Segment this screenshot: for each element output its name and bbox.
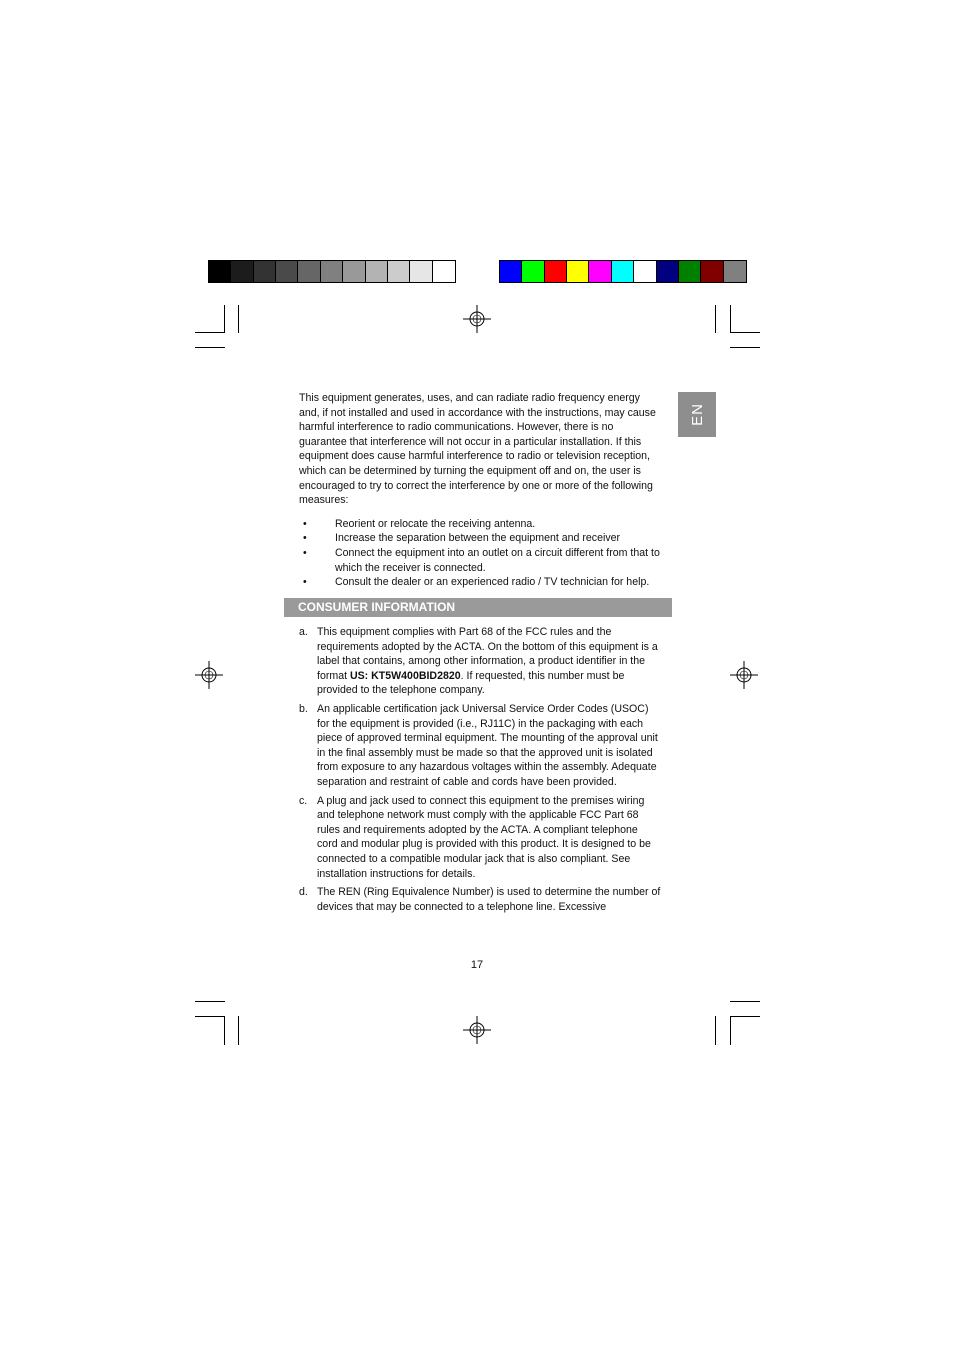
color-swatch [545, 261, 567, 282]
color-swatch [657, 261, 679, 282]
page-number: 17 [470, 959, 484, 971]
measures-list [299, 517, 661, 590]
color-swatch [231, 261, 253, 282]
item-text: The REN (Ring Equivalence Number) is used to determine the number of devices that may be connected to a telephone line. Excessive [317, 886, 661, 913]
color-swatch [567, 261, 589, 282]
crop-mark [730, 305, 731, 333]
item-letter: c. [299, 794, 308, 807]
crop-mark [238, 305, 239, 333]
color-swatch [612, 261, 634, 282]
color-swatch [724, 261, 746, 282]
product-identifier: US: KT5W400BID2820 [349, 669, 461, 682]
color-swatch [634, 261, 656, 282]
list-item: • Connect the equipment into an outlet on a circuit different from that to which the receiver is connected. [299, 546, 661, 575]
list-item [299, 702, 661, 790]
crop-mark [238, 1016, 239, 1045]
item-letter: b. [299, 702, 308, 715]
color-swatch [679, 261, 701, 282]
color-swatch [276, 261, 298, 282]
registration-mark-icon [195, 661, 223, 689]
color-swatch [433, 261, 455, 282]
interference-notice [299, 391, 661, 590]
item-letter: a. [299, 626, 308, 638]
crop-mark [715, 305, 716, 333]
color-calibration-bar [499, 260, 747, 283]
crop-mark [730, 347, 760, 348]
crop-mark [730, 1001, 760, 1002]
crop-mark [195, 1016, 225, 1017]
crop-mark [195, 1001, 225, 1002]
item-text: An applicable certification jack Universal Service Order Codes (USOC) for the equipment is provided (i.e., RJ11C) in the packaging with each piece of approved terminal equipment. The mounting of the approval unit in the final assembly must be made so that the approved unit is isolated from exposure to any hazardous voltages within the assembly. Adequate separation and restraint of cable and cords have been provided. [317, 702, 658, 788]
crop-mark [730, 1016, 760, 1017]
item-text [317, 625, 661, 698]
color-swatch [209, 261, 231, 282]
color-swatch [388, 261, 410, 282]
list-item: • Reorient or relocate the receiving antenna. [299, 517, 661, 532]
list-item [299, 794, 661, 882]
color-swatch [254, 261, 276, 282]
section-heading: CONSUMER INFORMATION [284, 598, 672, 617]
color-swatch [589, 261, 611, 282]
list-item: • Increase the separation between the equipment and receiver [299, 531, 661, 546]
list-item [299, 625, 661, 698]
color-swatch [343, 261, 365, 282]
crop-mark [730, 1016, 731, 1045]
item-text: A plug and jack used to connect this equipment to the premises wiring and telephone network must comply with the applicable FCC Part 68 rules and requirements adopted by the ACTA. A compliant telephone cord and modular plug is provided with this product. It is designed to be connected to a compatible modular jack that is also compliant. See installation instructions for details. [317, 794, 651, 880]
registration-mark-icon [463, 305, 491, 333]
item-letter: d. [299, 886, 308, 899]
intro-paragraph: This equipment generates, uses, and can radiate radio frequency energy and, if not installed and used in accordance with the instructions, may cause harmful interference to radio communications. However, there is no guarantee that interference will not occur in a particular installation. If this equipment does cause harmful interference to radio or television reception, which can be determined by turning the equipment off and on, the user is encouraged to try to correct the interference by one or more of the following measures: [299, 392, 656, 507]
consumer-information-list [299, 625, 661, 918]
language-tab-label: EN [688, 403, 706, 426]
color-swatch [298, 261, 320, 282]
registration-mark-icon [463, 1016, 491, 1044]
color-swatch [500, 261, 522, 282]
crop-mark [195, 332, 225, 333]
language-tab [678, 392, 716, 437]
color-swatch [366, 261, 388, 282]
crop-mark [715, 1016, 716, 1045]
crop-mark [195, 347, 225, 348]
item-text-part: This equipment complies with Part 68 of the FCC rules and the requirements adopted by the ACTA. On the bottom of this equipment is a label that contains, among other information, a product identifier in the format [317, 626, 658, 682]
crop-mark [224, 305, 225, 333]
grayscale-calibration-bar [208, 260, 456, 283]
crop-mark [224, 1016, 225, 1045]
registration-mark-icon [730, 661, 758, 689]
color-swatch [321, 261, 343, 282]
list-item: • Consult the dealer or an experienced radio / TV technician for help. [299, 575, 661, 590]
color-swatch [410, 261, 432, 282]
item-text-part: . If requested, this number must be provided to the telephone company. [317, 669, 625, 697]
color-swatch [522, 261, 544, 282]
list-item [299, 885, 661, 914]
color-swatch [701, 261, 723, 282]
crop-mark [730, 332, 760, 333]
